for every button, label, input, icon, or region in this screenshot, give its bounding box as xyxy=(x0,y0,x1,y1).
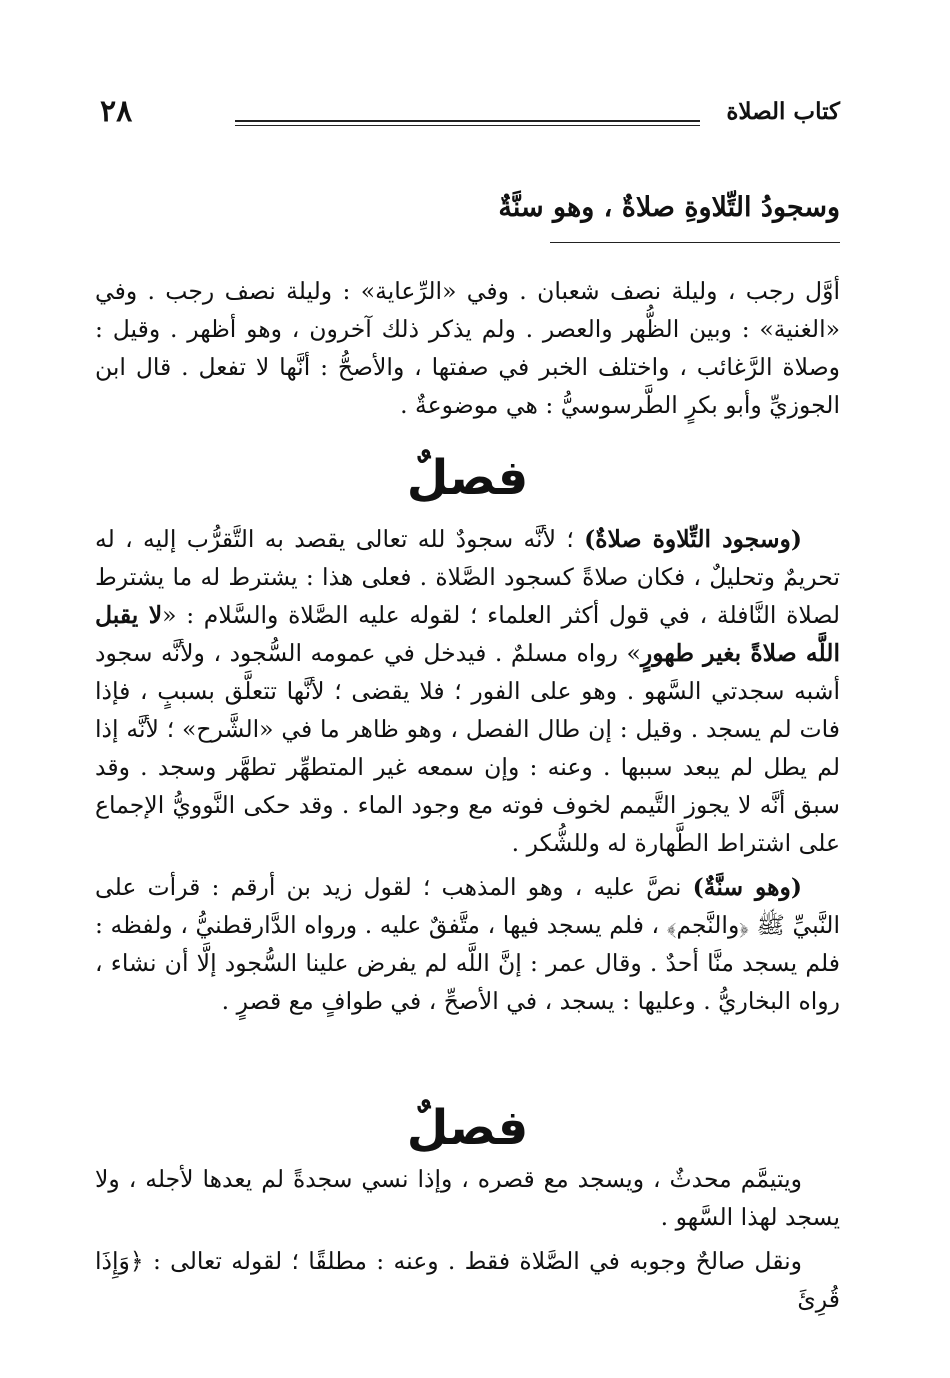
section-heading-2: فصلٌ xyxy=(406,1100,529,1156)
section-1-paragraph-1 xyxy=(95,520,840,862)
section-2-paragraph-1: ويتيمَّم محدثٌ ، ويسجد مع قصره ، وإذا نسي سجدةً لم يعدها لأجله ، ولا يسجد لهذا السَّهو . xyxy=(95,1165,840,1231)
hadith-quote: لا يقبل اللَّه صلاةً بغير طهورٍ xyxy=(95,601,840,667)
section-1-paragraph-2 xyxy=(95,868,840,1020)
matn-divider xyxy=(550,242,840,243)
book-title: كتاب الصلاة xyxy=(726,98,840,125)
matn-line: وسجودُ التِّلاوةِ صلاةٌ ، وهو سنَّةٌ xyxy=(498,192,840,223)
section-2-paragraph-2: ونقل صالحٌ وجوبه في الصَّلاة فقط . وعنه : مطلقًا ؛ لقوله تعالى : ﴿وَإِذَا قُرِئَ xyxy=(95,1247,840,1313)
header-rule xyxy=(235,120,700,126)
matn-quote-2: (وهو سنَّةٌ) xyxy=(692,873,802,901)
section-2-body xyxy=(95,1160,840,1318)
section-1-text-a: ؛ لأنَّه سجودٌ لله تعالى يقصد به التَّقرُّب إليه ، له تحريمٌ وتحليلٌ ، فكان صلاةً كسجود الصَّلاة . فعلى هذا : يشترط له ما يشترط لصلاة النَّافلة ، في قول أكثر العلماء ؛ لقوله عليه الصَّلاة والسَّلام : « xyxy=(95,525,840,629)
page-number: ٢٨ xyxy=(100,94,133,129)
intro-text: أوَّل رجب ، وليلة نصف شعبان . وفي «الرِّعاية» : وليلة نصف رجب . وفي «الغنية» : وبين الظُّهر والعصر . ولم يذكر ذلك آخرون ، وهو أظهر . وقيل : وصلاة الرَّغائب ، واختلف الخبر في صفتها ، والأصحُّ : أنَّها لا تفعل . قال ابن الجوزيِّ وأبو بكرٍ الطَّرسوسيُّ : هي موضوعةٌ . xyxy=(95,277,840,419)
page-header xyxy=(95,94,840,134)
matn-quote-1: (وسجود التِّلاوة صلاةٌ) xyxy=(584,525,802,553)
book-page xyxy=(95,80,840,1340)
section-heading-1: فصلٌ xyxy=(406,450,529,506)
section-1-body xyxy=(95,520,840,1020)
section-1-text-c: نصَّ عليه ، وهو المذهب ؛ لقول زيد بن أرقم : قرأت على النَّبيِّ ﷺ ﴿والنَّجم﴾ ، فلم يسجد فيها ، متَّفقٌ عليه . ورواه الدَّارقطنيُّ ، ولفظه : فلم يسجد منَّا أحدٌ . وقال عمر : إنَّ اللَّه لم يفرض علينا السُّجود إلَّا أن نشاء ، رواه البخاريُّ . وعليها : يسجد ، في الأصحِّ ، في طوافٍ مع قصرٍ . xyxy=(95,873,841,1015)
section-1-text-b: » رواه مسلمٌ . فيدخل في عمومه السُّجود ، ولأنَّه سجود أشبه سجدتي السَّهو . وهو على الفور ؛ فلا يقضى ؛ لأنَّها تتعلَّق بسببٍ ، فإذا فات لم يسجد . وقيل : إن طال الفصل ، وهو ظاهر ما في «الشَّرح» ؛ لأنَّه إذا لم يطل لم يبعد سببها . وعنه : وإن سمعه غير المتطهِّر تطهَّر وسجد . وقد سبق أنَّه لا يجوز التَّيمم لخوف فوته مع وجود الماء . وقد حكى النَّوويُّ الإجماع على اشتراط الطَّهارة له وللشُّكر . xyxy=(95,639,840,857)
intro-paragraph xyxy=(95,272,840,424)
